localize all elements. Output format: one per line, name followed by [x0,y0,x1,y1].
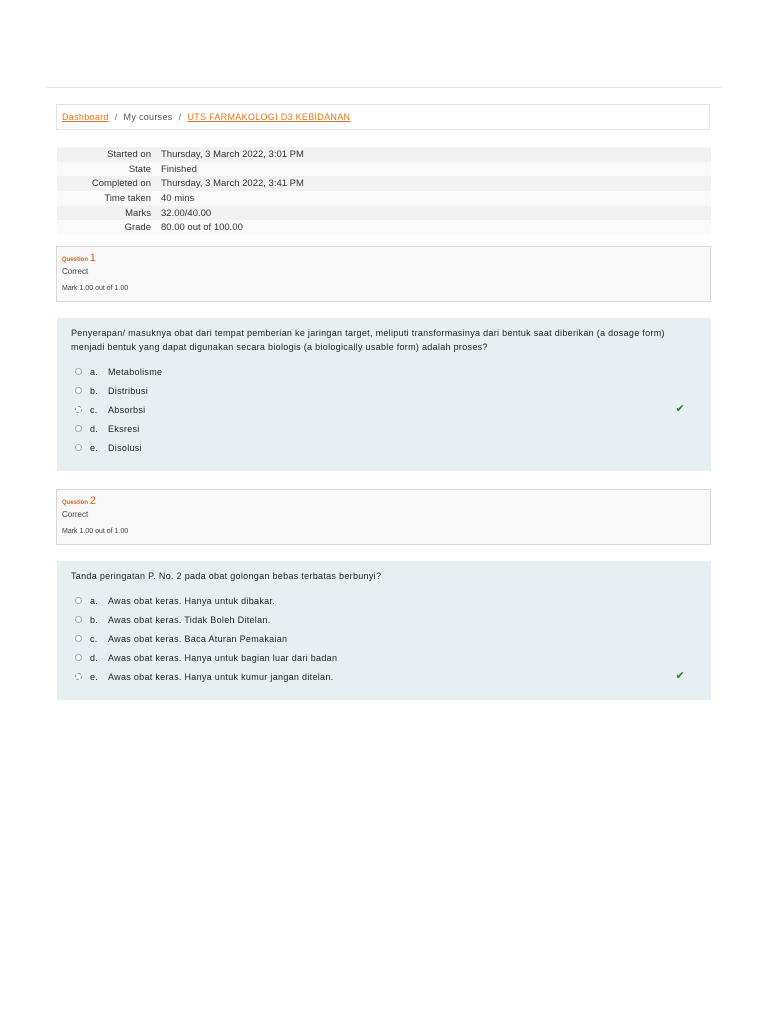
radio-button[interactable] [75,654,82,661]
summary-row-time-taken [57,191,711,206]
option-letter: b. [90,614,99,625]
option-letter: e. [90,671,99,682]
answer-option-a[interactable] [71,362,697,381]
option-letter: d. [90,423,99,434]
check-icon: ✔ [675,403,685,415]
summary-label: Completed on [91,178,151,190]
option-text: Disolusi [108,442,142,453]
question-mark: Mark 1.00 out of 1.00 [62,285,129,292]
summary-label: Started on [107,148,151,160]
option-text: Distribusi [108,385,149,396]
radio-button-selected[interactable] [75,673,82,680]
option-letter: d. [90,652,99,663]
question-content-2 [57,561,711,700]
question-content-1 [57,318,711,471]
option-text: Awas obat keras. Hanya untuk dibakar. [108,595,276,606]
answer-option-b[interactable] [71,610,697,629]
option-text: Awas obat keras. Baca Aturan Pemakaian [108,633,288,644]
summary-label: State [128,163,151,175]
answer-option-e[interactable] [71,667,697,686]
option-letter: e. [90,442,99,453]
answer-option-e[interactable] [71,438,697,457]
radio-button[interactable] [75,368,82,375]
breadcrumb-my-courses: My courses [123,112,173,122]
answer-options [71,591,697,686]
radio-button[interactable] [75,387,82,394]
radio-button-selected[interactable] [75,406,82,413]
question-label: Question [62,257,89,263]
answer-options [71,362,697,457]
summary-value: Thursday, 3 March 2022, 3:41 PM [161,178,304,190]
answer-option-c[interactable] [71,400,697,419]
answer-option-a[interactable] [71,591,697,610]
check-icon: ✔ [675,670,685,682]
question-number [62,251,705,265]
summary-label: Time taken [104,192,151,204]
answer-option-b[interactable] [71,381,697,400]
question-text: Tanda peringatan P. No. 2 pada obat golongan bebas terbatas berbunyi? [71,571,382,581]
radio-button[interactable] [75,444,82,451]
option-text: Eksresi [108,423,140,434]
option-letter: a. [90,366,99,377]
radio-button[interactable] [75,597,82,604]
question-info-2 [56,489,711,545]
answer-option-c[interactable] [71,629,697,648]
summary-value: Thursday, 3 March 2022, 3:01 PM [161,148,304,160]
option-text: Awas obat keras. Hanya untuk bagian luar dari badan [108,652,338,663]
summary-label: Marks [125,207,151,219]
summary-row-state [57,162,711,177]
breadcrumb-separator: / [114,112,118,122]
question-info-1 [56,246,711,302]
question-label: Question [62,500,89,506]
summary-row-completed [57,176,711,191]
option-text: Absorbsi [108,404,146,415]
option-text: Awas obat keras. Tidak Boleh Ditelan. [108,614,271,625]
summary-row-started [57,147,711,162]
answer-option-d[interactable] [71,648,697,667]
question-number-value: 2 [89,495,96,507]
radio-button[interactable] [75,616,82,623]
summary-value: Finished [161,163,197,175]
breadcrumb [56,104,710,130]
summary-row-marks [57,206,711,221]
quiz-summary-table [57,147,711,235]
top-divider [46,87,722,88]
option-text: Awas obat keras. Hanya untuk kumur jangan ditelan. [108,671,334,682]
breadcrumb-course-link[interactable]: UTS FARMAKOLOGI D3 KEBIDANAN [187,112,351,122]
radio-button[interactable] [75,635,82,642]
option-letter: c. [90,404,98,415]
breadcrumb-dashboard-link[interactable]: Dashboard [62,112,109,122]
question-text: Penyerapan/ masuknya obat dari tempat pemberian ke jaringan target, meliputi transformasinya dari bentuk saat diberikan (a dosage form) menjadi bentuk yang dapat digunakan secara biologis (a biologically usable form) adalah proses? [71,328,665,352]
summary-row-grade [57,220,711,235]
option-text: Metabolisme [108,366,163,377]
summary-value: 40 mins [161,192,195,204]
summary-value: 80.00 out of 100.00 [161,222,243,234]
option-letter: c. [90,633,98,644]
breadcrumb-separator: / [178,112,182,122]
summary-value: 32.00/40.00 [161,207,212,219]
question-state: Correct [62,267,89,276]
option-letter: a. [90,595,99,606]
question-number [62,494,705,508]
question-number-value: 1 [89,252,96,264]
answer-option-d[interactable] [71,419,697,438]
question-state: Correct [62,510,89,519]
option-letter: b. [90,385,99,396]
radio-button[interactable] [75,425,82,432]
summary-label: Grade [124,222,151,234]
question-mark: Mark 1.00 out of 1.00 [62,528,129,535]
